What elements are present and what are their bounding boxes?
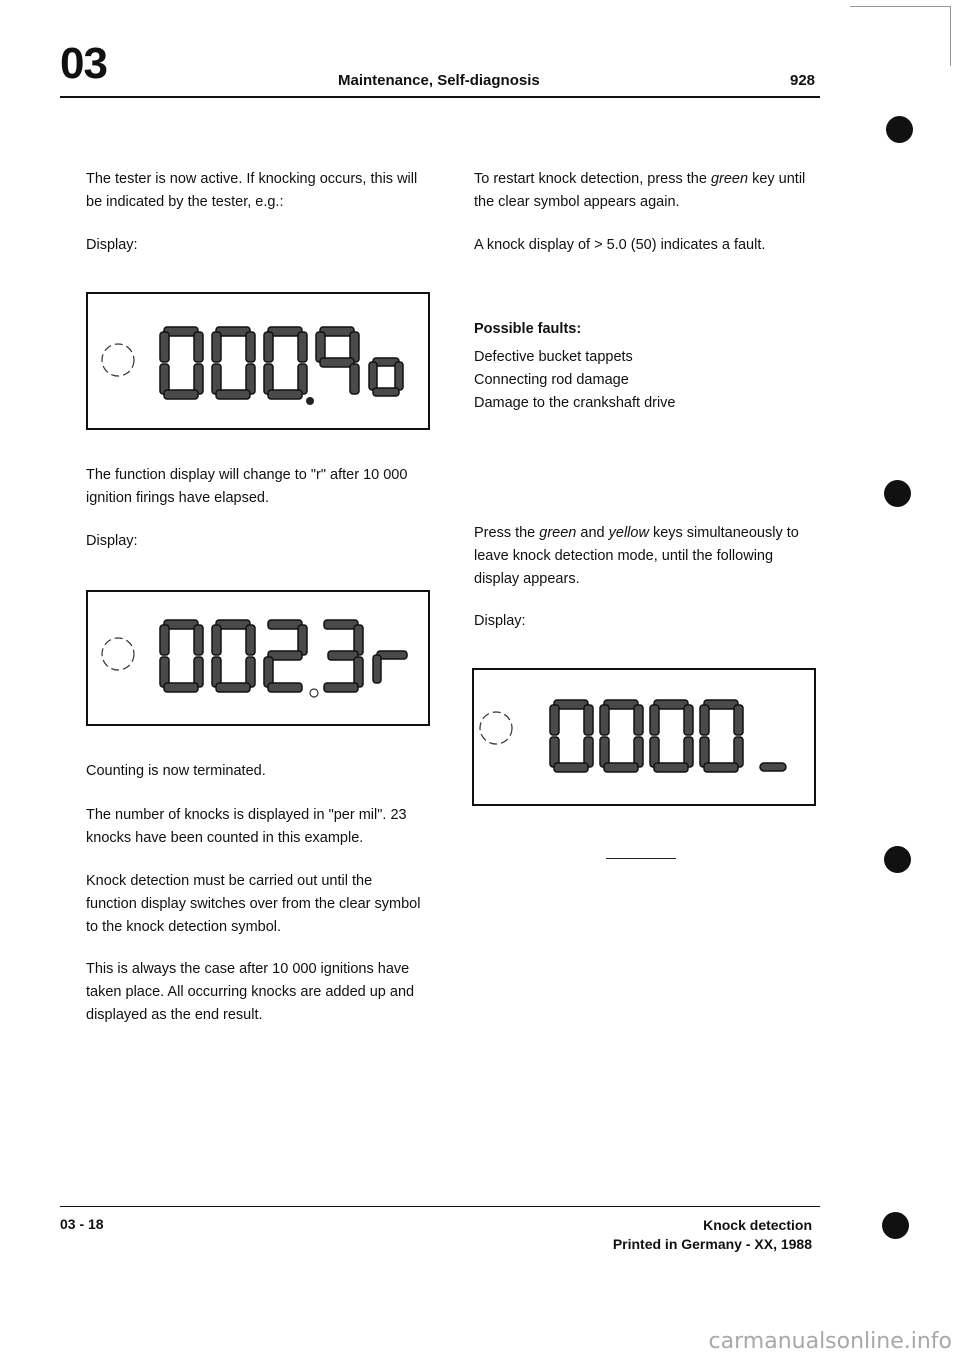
digit-3 bbox=[324, 620, 363, 692]
clear-symbol bbox=[760, 763, 786, 771]
crop-mark bbox=[950, 6, 951, 66]
digit-0 bbox=[650, 700, 693, 772]
footer-section: Knock detection bbox=[703, 1217, 812, 1233]
fault-item: Damage to the crankshaft drive bbox=[474, 395, 676, 411]
decimal-point bbox=[306, 397, 314, 405]
faults-list bbox=[474, 346, 819, 415]
lcd-digits bbox=[474, 670, 814, 804]
digit-2 bbox=[264, 620, 307, 692]
left-paragraph-3: Counting is now terminated. bbox=[86, 763, 266, 779]
digit-0 bbox=[264, 327, 307, 399]
left-paragraph-1: The tester is now active. If knocking occurs, this will be indicated by the tester, e.g.: bbox=[86, 171, 418, 210]
lcd-display-1 bbox=[86, 292, 430, 430]
right-paragraph-2: A knock display of > 5.0 (50) indicates a fault. bbox=[474, 237, 766, 253]
left-paragraph-4: The number of knocks is displayed in "per mil". 23 knocks have been counted in this example. bbox=[86, 807, 407, 846]
digit-0 bbox=[700, 700, 743, 772]
lcd-digits bbox=[88, 294, 428, 428]
digit-0 bbox=[212, 620, 255, 692]
binding-hole bbox=[884, 846, 911, 873]
display-label: Display: bbox=[474, 613, 526, 629]
digit-0 bbox=[212, 327, 255, 399]
display-label: Display: bbox=[86, 533, 138, 549]
end-rule bbox=[606, 858, 676, 859]
binding-hole bbox=[884, 480, 911, 507]
fault-item: Connecting rod damage bbox=[474, 372, 629, 388]
right-paragraph-3: Press the green and yellow keys simultaneously to leave knock detection mode, until the following display appears. bbox=[474, 525, 799, 587]
binding-hole bbox=[886, 116, 913, 143]
faults-heading: Possible faults: bbox=[474, 321, 582, 337]
model-number: 928 bbox=[790, 72, 816, 89]
page-title: Maintenance, Self-diagnosis bbox=[338, 72, 540, 89]
display-label: Display: bbox=[86, 237, 138, 253]
footer-info bbox=[613, 1216, 812, 1254]
right-paragraph-1: To restart knock detection, press the green key until the clear symbol appears again. bbox=[474, 171, 806, 210]
header-rule bbox=[60, 96, 820, 98]
lcd-display-2 bbox=[86, 590, 430, 726]
decimal-point bbox=[310, 689, 318, 697]
digit-0 bbox=[160, 620, 203, 692]
function-symbol-o bbox=[369, 358, 403, 396]
digit-0 bbox=[600, 700, 643, 772]
crop-mark bbox=[850, 6, 950, 7]
function-symbol-r bbox=[373, 651, 407, 683]
left-paragraph-2: The function display will change to "r" after 10 000 ignition firings have elapsed. bbox=[86, 467, 408, 506]
binding-hole bbox=[882, 1212, 909, 1239]
footer-printed: Printed in Germany - XX, 1988 bbox=[612, 1236, 812, 1252]
left-paragraph-6: This is always the case after 10 000 ignitions have taken place. All occurring knocks are added up and displayed as the end result. bbox=[86, 961, 415, 1023]
footer-rule bbox=[60, 1206, 820, 1207]
lcd-display-3 bbox=[472, 668, 816, 806]
digit-0 bbox=[160, 327, 203, 399]
lcd-digits bbox=[88, 592, 428, 724]
watermark: carmanualsonline.info bbox=[708, 1329, 952, 1354]
section-number: 03 bbox=[60, 39, 107, 88]
digit-0 bbox=[550, 700, 593, 772]
digit-9 bbox=[316, 327, 359, 394]
left-paragraph-5: Knock detection must be carried out until the function display switches over from the clear symbol to the knock detection symbol. bbox=[86, 873, 421, 935]
fault-item: Defective bucket tappets bbox=[474, 349, 633, 365]
page-number: 03 - 18 bbox=[60, 1216, 104, 1232]
